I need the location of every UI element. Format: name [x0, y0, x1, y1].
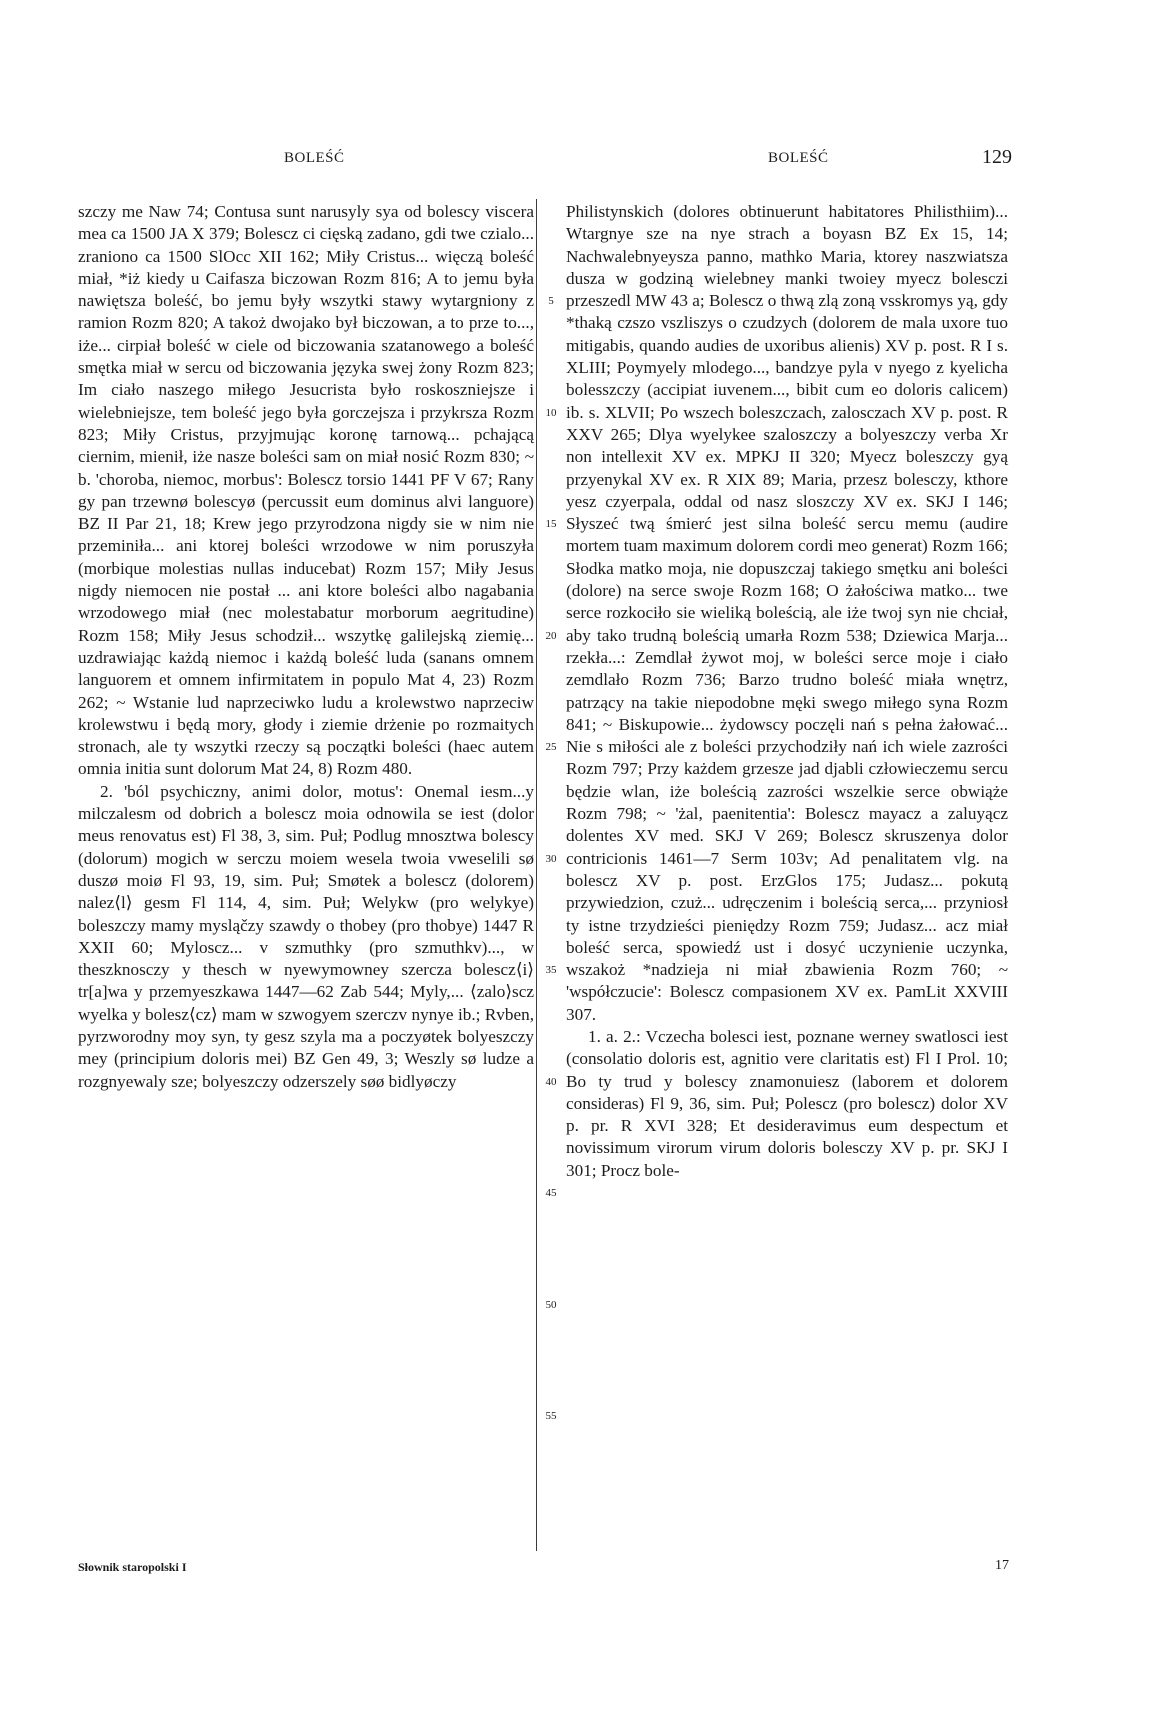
line-number: 10	[545, 406, 557, 419]
line-number: 30	[545, 852, 557, 865]
dictionary-paragraph: 1. a. 2.: Vczecha bolesci iest, poznane werney swatlosci iest (consolatio doloris est, agnitio vere claritatis est) Fl I Prol. 10; Bo ty trud y bolescy znamonuiesz (laborem et dolorem consideras) Fl 9, 36, sim. Puł; Polescz (pro bolescz) dolor XV p. pr. R XVI 328; Et desideravimus eum despectum et novissimum virorum virum doloris bolesczy XV p. pr. SKJ I 301; Procz bole-	[566, 1026, 1008, 1180]
line-number: 45	[545, 1187, 557, 1200]
signature-mark: Słownik staropolski I	[78, 1560, 187, 1574]
left-column	[78, 201, 534, 1093]
line-number: 40	[545, 1075, 557, 1088]
dictionary-paragraph: Philistynskich (dolores obtinuerunt habitatores Philisthiim)... Wtargnye sze na nye strach a boyasn BZ Ex 15, 14; Nachwalebnyeysza panno, mathko Maria, ktorey naszwiatsza dusza w godziną wielebney manki twoiey myecz bolesczi przeszedl MW 43 a; Bolescz o thwą zlą zoną vsskromys yą, gdy *thaką czszo vszliszys o czudzych (dolorem de mala uxore tuo mitigabis, quando audies de uxoribus alienis) XV p. post. R I s. XLIII; Poymyely mlodego..., bandzye pyla v nyego z kyelicha bolesszczy (accipiat iuvenem..., bibit cum eo doloris calicem) ib. s. XLVII; Po wszech boleszczach, zalosczach XV p. post. R XXV 265; Dlya wyelykee szaloszczy a bolyeszczy verba Xr non intellexit XV ex. MPKJ II 320; Myecz boleszczy gyą przyenykal XV ex. R XIX 89; Maria, przesz bolesczy, kthore yesz czyerpala, oddal od nasz sloszczy XV ex. SKJ I 146; Słyszeć twą śmierć jest silna boleść sercu memu (audire mortem tuam maximum dolorem cordi meo generat) Rozm 166; Słodka matko moja, nie dopuszczaj takiego smętku ani boleści (dolore) na serce swoje Rozm 168; O żałościwa matko... twe serce rozkociło sie wieliką boleścią, ale iże twoj syn nie chciał, aby tako trudną boleścią umarła Rozm 538; Dziewica Marja... rzekła...: Zemdlał żywot moj, w boleści serce moje i ciało zemdlało Rozm 736; Barzo trudno boleść miała wnętrz, patrzący na takie niepodobne męki swego miłego syna Rozm 841; ~ Biskupowie... żydowscy poczęli nań s pełna żałować... Nie s miłości ale z boleści przychodziły nań ich wiele zazrości Rozm 797; Przy każdem grzesze jad djabli człowieczemu sercu będzie wlan, iże boleścią zazrości wszelkie serce obwiąże Rozm 798; ~ 'żal, paenitentia': Bolescz mayacz a zaluyącz dolentes XV med. SKJ V 269; Bolescz skruszenya dolor contricionis 1461—7 Serm 103v; Ad penalitatem vlg. na bolescz XV p. post. ErzGlos 175; Judasz... pokutą przywiedzion, czuż... udręczenim i boleścią serca,... przyniosł ty istne trzydzieści pieniędzy Rozm 759; Judasz... acz miał boleść serca, spowiedź ust i dosyć uczynienie uczynka, wszakoż *nadzieja ni miał zbawienia Rozm 760; ~ 'współczucie': Bolescz compasionem XV ex. PamLit XXVIII 307.	[566, 202, 1008, 1024]
line-number: 5	[548, 295, 554, 308]
line-number: 20	[545, 629, 557, 642]
line-number: 50	[545, 1298, 557, 1311]
line-number: 15	[545, 518, 557, 531]
line-number: 35	[545, 964, 557, 977]
column-divider	[536, 199, 537, 1551]
line-number-gutter	[540, 201, 562, 1553]
line-number: 25	[545, 741, 557, 754]
right-column	[566, 201, 1008, 1182]
sheet-number: 17	[995, 1558, 1009, 1573]
right-running-head: BOLEŚĆ	[768, 150, 829, 166]
line-number: 55	[545, 1410, 557, 1423]
page-number: 129	[982, 146, 1012, 168]
dictionary-paragraph: 2. 'ból psychiczny, animi dolor, motus': Onemal iesm...y milczalesm od dobrich a bolescz moia odnowila se iest (dolor meus renovatus est) Fl 38, 3, sim. Puł; Podlug mnosztwa bolescy (dolorum) mogich w serczu moiem wesela twoia vweselili sø duszø moiø Fl 93, 19, sim. Puł; Smøtek a bolescz (dolorem) nalez⟨l⟩ gesm Fl 114, 4, sim. Puł; Welykw (pro welykye) boleszczy mamy mysląčzy szawdy o thobey (pro thobye) 1447 R XXII 60; Myloscz... v szmuthky (pro szmuthkv)..., w theszknosczy y thesch w nyewymowney szercza bolescz⟨i⟩ tr[a]wa y przemyeszkawa 1447—62 Zab 544; Myly,... ⟨zalo⟩scz wyelka y bolesz⟨cz⟩ mam w szwogyem szerczv nynye ib.; Rvben, pyrzworodny moy syn, ty gesz szyla ma a poczyøtek bolyeszczy mey (principium doloris mei) BZ Gen 49, 3; Weszly sø ludze a rozgnyewaly sze; bolyeszczy odzerszely søø bidlyøczy	[78, 781, 534, 1091]
left-running-head: BOLEŚĆ	[284, 150, 345, 166]
dictionary-paragraph: szczy me Naw 74; Contusa sunt narusyly sya od bolescy viscera mea ca 1500 JA X 379; Bolescz ci cięską zadano, gdi twe czialo... zraniono ca 1500 SlOcc XII 162; Miły Cristus... więczą boleść miał, *iż kiedy u Caifasza biczowan Rozm 816; A to jemu była nawiętsza boleść, bo jemu były wszytki stawy wytargniony z ramion Rozm 820; A takoż dwojako był biczowan, a to prze to..., iże... cirpiał boleść w ciele od biczowania szatanowego a boleść smętka miał w sercu od biczowania języka swej żony Rozm 823; Im ciało naszego miłego Jesucrista było roskoszniejsze i wielebniejsze, tem boleść jego była gorczejsza i przykrsza Rozm 823; Miły Cristus, przyjmując koronę tarnową... pchającą ciernim, mienił, iże nasze boleści sam on miał nosić Rozm 830; ~ b. 'choroba, niemoc, morbus': Bolescz torsio 1441 PF V 67; Rany gy pan trzewnø bolescyø (percussit eum dominus alvi languore) BZ II Par 21, 18; Krew jego przyrodzona nigdy sie w nim nie przeminiła... ani ktorej boleści wrzodowe w nim poruszyła (morbique molestias nullas inducebat) Rozm 157; Miły Jesus nigdy niemocen nie postał ... ani ktore boleści albo nagabania wrzodowego miał (nec molestabatur morborum aegritudine) Rozm 158; Miły Jesus schodził... wszytkę galilejską ziemię... uzdrawiając każdą niemoc i każdą boleść luda (sanans omnem languorem et omnem infirmitatem in populo Mat 4, 23) Rozm 262; ~ Wstanie lud naprzeciwko ludu a krolewstwo naprzeciw krolewstwu i będą mory, głody i ziemie drżenie po rozmaitych stronach, ale ty wszytki rzeczy są początki boleści (haec autem omnia initia sunt dolorum Mat 24, 8) Rozm 480.	[78, 202, 534, 779]
